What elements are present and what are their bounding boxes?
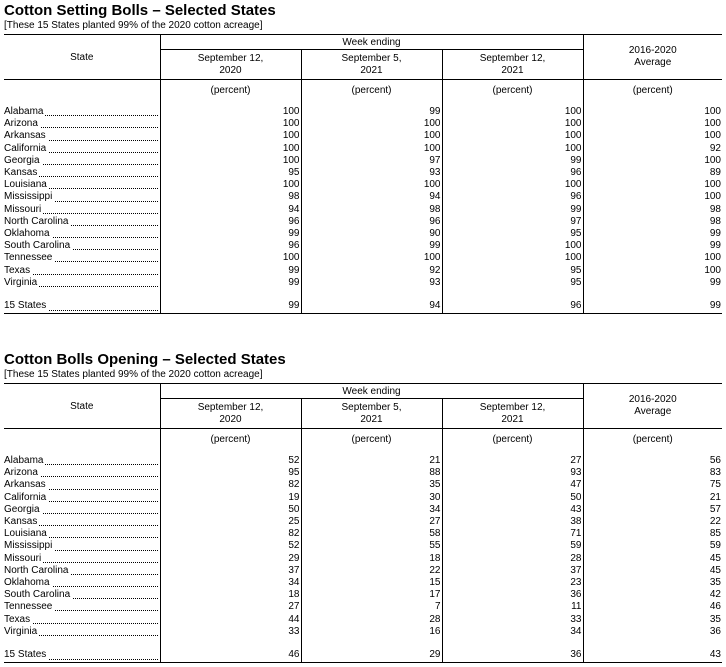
value-cell: 29 (160, 553, 301, 565)
value-cell: 98 (709, 203, 721, 215)
state-name: Missouri (4, 203, 42, 215)
value-cell: 100 (301, 118, 442, 130)
value-cell: 36 (442, 648, 583, 663)
value-cell: 46 (709, 601, 721, 613)
value-cell: 75 (709, 479, 721, 491)
state-cell (4, 240, 160, 252)
value-cell: 33 (442, 613, 583, 625)
value-cell: 100 (160, 106, 301, 118)
table-row (4, 277, 722, 289)
value-cell: 27 (160, 601, 301, 613)
value-cell: 100 (704, 130, 721, 142)
value-cell: 96 (160, 216, 301, 228)
unit-row (4, 80, 722, 101)
table-row (4, 467, 722, 479)
value-cell: 100 (160, 179, 301, 191)
value-cell: 58 (301, 528, 442, 540)
table-row (4, 601, 722, 613)
table-row (4, 577, 722, 589)
value-cell: 100 (301, 143, 442, 155)
state-name: Virginia (4, 276, 38, 288)
total-row (4, 299, 722, 314)
value-cell: 55 (301, 540, 442, 552)
table-row (4, 516, 722, 528)
value-cell: 28 (301, 613, 442, 625)
value-cell: 96 (442, 191, 583, 203)
value-cell: 27 (442, 455, 583, 467)
state-name: Georgia (4, 503, 40, 515)
value-cell: 36 (442, 589, 583, 601)
state-name: Oklahoma (4, 227, 50, 239)
table-row (4, 553, 722, 565)
value-cell: 82 (160, 528, 301, 540)
state-cell (4, 467, 160, 479)
value-cell: 99 (301, 240, 442, 252)
value-cell: 25 (160, 516, 301, 528)
average-column-header: 2016-2020 Average (583, 384, 722, 429)
state-name: Mississippi (4, 540, 53, 552)
average-column-header: 2016-2020 Average (583, 35, 722, 80)
value-cell: 100 (301, 252, 442, 264)
value-cell: 99 (442, 204, 583, 216)
value-cell: 71 (442, 528, 583, 540)
state-cell (4, 216, 160, 228)
table-row (4, 240, 722, 252)
state-cell (4, 167, 160, 179)
state-name: Arkansas (4, 130, 46, 142)
total-row (4, 648, 722, 663)
value-cell: 95 (442, 228, 583, 240)
value-cell: 98 (301, 204, 442, 216)
table-row (4, 626, 722, 638)
value-cell: 45 (709, 552, 721, 564)
value-cell: 96 (442, 167, 583, 179)
date-column-header: September 12, 2020 (160, 50, 301, 80)
value-cell: 100 (704, 154, 721, 166)
state-name: Arizona (4, 467, 38, 479)
unit-label: (percent) (632, 433, 673, 445)
state-name: North Carolina (4, 564, 69, 576)
value-cell: 59 (442, 540, 583, 552)
state-name: California (4, 491, 47, 503)
value-cell: 43 (583, 648, 722, 663)
state-name: California (4, 142, 47, 154)
state-cell (4, 626, 160, 638)
date-column-header: September 5, 2021 (301, 50, 442, 80)
state-name: North Carolina (4, 215, 69, 227)
table-row (4, 228, 722, 240)
state-name: Georgia (4, 154, 40, 166)
unit-label: (percent) (442, 429, 583, 450)
value-cell: 23 (442, 577, 583, 589)
table-subtitle: [These 15 States planted 99% of the 2020 cotton acreage] (4, 369, 263, 380)
value-cell: 46 (160, 648, 301, 663)
state-cell (4, 565, 160, 577)
value-cell: 94 (160, 204, 301, 216)
value-cell: 93 (301, 277, 442, 289)
value-cell: 18 (301, 553, 442, 565)
value-cell: 33 (160, 626, 301, 638)
unit-label: (percent) (301, 429, 442, 450)
value-cell: 19 (160, 492, 301, 504)
state-cell (4, 228, 160, 240)
value-cell: 37 (442, 565, 583, 577)
table-subtitle: [These 15 States planted 99% of the 2020 cotton acreage] (4, 20, 263, 31)
state-cell (4, 264, 160, 276)
value-cell: 38 (442, 516, 583, 528)
state-cell (4, 504, 160, 516)
value-cell: 99 (160, 264, 301, 276)
value-cell: 44 (160, 613, 301, 625)
value-cell: 42 (709, 589, 721, 601)
table-row (4, 264, 722, 276)
value-cell: 100 (301, 179, 442, 191)
week-ending-header: Week ending (160, 384, 583, 399)
state-cell (4, 528, 160, 540)
state-cell (4, 577, 160, 589)
value-cell: 98 (160, 191, 301, 203)
state-cell (4, 118, 160, 130)
state-name: Louisiana (4, 528, 47, 540)
value-cell: 100 (160, 155, 301, 167)
value-cell: 95 (442, 277, 583, 289)
table-row (4, 455, 722, 467)
state-column-header: State (4, 35, 160, 80)
value-cell: 95 (442, 264, 583, 276)
value-cell: 100 (301, 130, 442, 142)
value-cell: 100 (704, 118, 721, 130)
unit-label: (percent) (301, 80, 442, 101)
state-name: Missouri (4, 552, 42, 564)
value-cell: 59 (709, 540, 721, 552)
state-cell (4, 479, 160, 491)
date-column-header: September 12, 2021 (442, 50, 583, 80)
value-cell: 85 (709, 528, 721, 540)
value-cell: 35 (709, 576, 721, 588)
unit-row (4, 429, 722, 450)
state-cell (4, 540, 160, 552)
state-name: South Carolina (4, 589, 71, 601)
value-cell: 100 (160, 118, 301, 130)
table-title: Cotton Bolls Opening – Selected States (4, 351, 286, 368)
value-cell: 90 (301, 228, 442, 240)
value-cell: 57 (709, 503, 721, 515)
state-cell (4, 106, 160, 118)
table-row (4, 130, 722, 142)
state-name: Kansas (4, 516, 38, 528)
value-cell: 100 (704, 191, 721, 203)
unit-label: (percent) (160, 80, 301, 101)
value-cell: 99 (709, 227, 721, 239)
state-cell (4, 179, 160, 191)
value-cell: 17 (301, 589, 442, 601)
value-cell: 100 (160, 143, 301, 155)
state-name: South Carolina (4, 240, 71, 252)
date-column-header: September 5, 2021 (301, 399, 442, 429)
state-cell (4, 455, 160, 467)
value-cell: 98 (709, 215, 721, 227)
state-name: 15 States (4, 648, 47, 660)
week-ending-header: Week ending (160, 35, 583, 50)
state-name: Texas (4, 264, 31, 276)
table-row (4, 613, 722, 625)
state-cell (4, 191, 160, 203)
value-cell: 100 (442, 240, 583, 252)
value-cell: 100 (160, 252, 301, 264)
table-title: Cotton Setting Bolls – Selected States (4, 2, 276, 19)
table-row (4, 179, 722, 191)
value-cell: 99 (160, 277, 301, 289)
value-cell: 97 (301, 155, 442, 167)
state-name: Virginia (4, 625, 38, 637)
value-cell: 36 (709, 625, 721, 637)
state-name: Alabama (4, 455, 44, 467)
state-cell (4, 143, 160, 155)
value-cell: 99 (709, 276, 721, 288)
table-row (4, 540, 722, 552)
value-cell: 99 (160, 299, 301, 314)
value-cell: 99 (583, 299, 722, 314)
unit-label: (percent) (632, 84, 673, 96)
value-cell: 83 (709, 467, 721, 479)
value-cell: 92 (709, 142, 721, 154)
table-row (4, 167, 722, 179)
state-cell (4, 155, 160, 167)
value-cell: 100 (442, 252, 583, 264)
table-row (4, 528, 722, 540)
table-row (4, 155, 722, 167)
value-cell: 52 (160, 540, 301, 552)
value-cell: 99 (160, 228, 301, 240)
value-cell: 100 (442, 179, 583, 191)
value-cell: 97 (442, 216, 583, 228)
state-cell (4, 130, 160, 142)
table-row (4, 106, 722, 118)
value-cell: 43 (442, 504, 583, 516)
state-cell (4, 299, 160, 314)
value-cell: 11 (442, 601, 583, 613)
value-cell: 100 (704, 264, 721, 276)
table-row (4, 216, 722, 228)
value-cell: 35 (709, 613, 721, 625)
value-cell: 28 (442, 553, 583, 565)
state-name: Louisiana (4, 179, 47, 191)
value-cell: 99 (442, 155, 583, 167)
table-row (4, 479, 722, 491)
state-name: Arkansas (4, 479, 46, 491)
table-body (4, 80, 722, 314)
value-cell: 56 (709, 455, 721, 467)
value-cell: 89 (709, 167, 721, 179)
value-cell: 47 (442, 479, 583, 491)
state-cell (4, 553, 160, 565)
value-cell: 99 (709, 240, 721, 252)
value-cell: 21 (301, 455, 442, 467)
value-cell: 37 (160, 565, 301, 577)
table-row (4, 118, 722, 130)
state-cell (4, 648, 160, 663)
value-cell: 96 (442, 299, 583, 314)
state-name: Tennessee (4, 601, 53, 613)
value-cell: 30 (301, 492, 442, 504)
value-cell: 94 (301, 299, 442, 314)
state-name: Alabama (4, 106, 44, 118)
value-cell: 100 (160, 130, 301, 142)
value-cell: 96 (160, 240, 301, 252)
table-row (4, 204, 722, 216)
state-name: Tennessee (4, 252, 53, 264)
date-column-header: September 12, 2021 (442, 399, 583, 429)
state-cell (4, 516, 160, 528)
state-name: Oklahoma (4, 576, 50, 588)
setting-bolls-table (4, 34, 722, 314)
table-row (4, 492, 722, 504)
table-row (4, 504, 722, 516)
value-cell: 16 (301, 626, 442, 638)
state-name: 15 States (4, 299, 47, 311)
value-cell: 95 (160, 467, 301, 479)
value-cell: 99 (301, 106, 442, 118)
value-cell: 22 (709, 516, 721, 528)
value-cell: 29 (301, 648, 442, 663)
value-cell: 96 (301, 216, 442, 228)
value-cell: 100 (442, 106, 583, 118)
bolls-opening-table (4, 383, 722, 663)
value-cell: 50 (442, 492, 583, 504)
value-cell: 92 (301, 264, 442, 276)
value-cell: 15 (301, 577, 442, 589)
table-row (4, 191, 722, 203)
value-cell: 34 (442, 626, 583, 638)
table-row (4, 565, 722, 577)
value-cell: 93 (442, 467, 583, 479)
value-cell: 100 (442, 130, 583, 142)
state-name: Kansas (4, 167, 38, 179)
unit-label: (percent) (442, 80, 583, 101)
value-cell: 100 (442, 143, 583, 155)
state-name: Texas (4, 613, 31, 625)
value-cell: 100 (442, 118, 583, 130)
state-cell (4, 204, 160, 216)
table-body (4, 429, 722, 663)
value-cell: 50 (160, 504, 301, 516)
value-cell: 21 (709, 491, 721, 503)
value-cell: 88 (301, 467, 442, 479)
value-cell: 7 (301, 601, 442, 613)
value-cell: 27 (301, 516, 442, 528)
date-column-header: September 12, 2020 (160, 399, 301, 429)
value-cell: 95 (160, 167, 301, 179)
state-cell (4, 252, 160, 264)
state-cell (4, 613, 160, 625)
state-cell (4, 492, 160, 504)
value-cell: 34 (160, 577, 301, 589)
value-cell: 93 (301, 167, 442, 179)
value-cell: 35 (301, 479, 442, 491)
state-name: Arizona (4, 118, 38, 130)
table-row (4, 589, 722, 601)
value-cell: 100 (704, 252, 721, 264)
value-cell: 100 (704, 106, 721, 118)
state-name: Mississippi (4, 191, 53, 203)
value-cell: 22 (301, 565, 442, 577)
state-cell (4, 277, 160, 289)
value-cell: 18 (160, 589, 301, 601)
state-column-header: State (4, 384, 160, 429)
value-cell: 82 (160, 479, 301, 491)
value-cell: 100 (704, 179, 721, 191)
state-cell (4, 589, 160, 601)
value-cell: 34 (301, 504, 442, 516)
table-row (4, 143, 722, 155)
unit-label: (percent) (160, 429, 301, 450)
value-cell: 45 (709, 564, 721, 576)
value-cell: 94 (301, 191, 442, 203)
state-cell (4, 601, 160, 613)
value-cell: 52 (160, 455, 301, 467)
table-row (4, 252, 722, 264)
